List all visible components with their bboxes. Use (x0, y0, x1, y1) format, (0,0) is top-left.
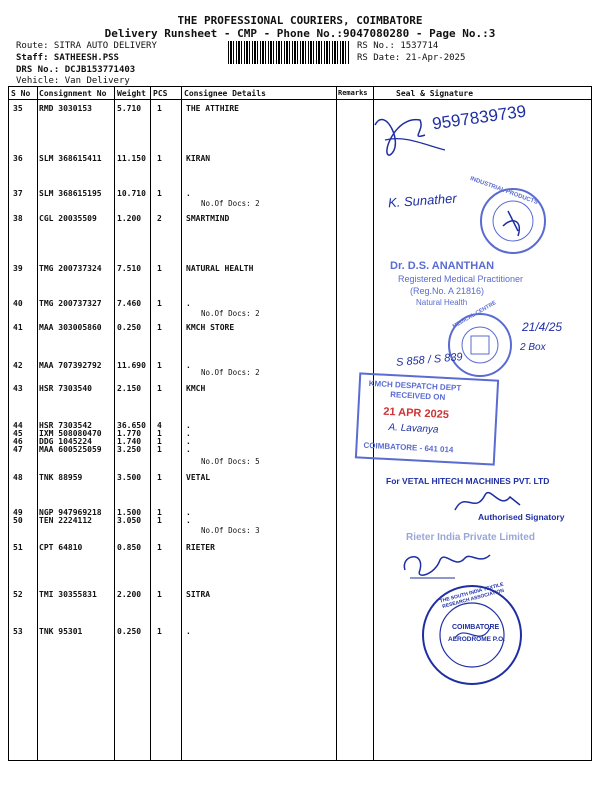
route-label: Route: SITRA AUTO DELIVERY (16, 41, 157, 51)
row-consignment-no: MAA 707392792 (39, 361, 102, 370)
col-rule-consignee (336, 86, 337, 761)
row-consignment-no: TEN 2224112 (39, 516, 92, 525)
row-sno: 37 (13, 189, 23, 198)
runsheet-subtitle: Delivery Runsheet - CMP - Phone No.:9047080280 - Page No.:3 (104, 27, 496, 40)
row-consignee: . (186, 429, 191, 438)
doc-count: No.Of Docs: 5 (201, 457, 260, 466)
row-weight: 0.250 (117, 323, 142, 332)
col-rule-pcs (181, 86, 182, 761)
row-consignment-no: MAA 303005860 (39, 323, 102, 332)
table-bottom-rule (8, 760, 592, 761)
doc-count: No.Of Docs: 2 (201, 368, 260, 377)
row-weight: 3.250 (117, 445, 142, 454)
handwritten-codes: S 858 / S 839 (395, 351, 464, 369)
row-consignee: VETAL (186, 473, 211, 482)
row-consignee: . (186, 421, 191, 430)
kmch-city-label: COIMBATORE - 641 014 (363, 440, 454, 455)
row-pcs: 1 (157, 508, 162, 517)
row-weight: 2.200 (117, 590, 142, 599)
row-weight: 1.500 (117, 508, 142, 517)
vetal-stamp: For VETAL HITECH MACHINES PVT. LTD (386, 476, 550, 486)
row-pcs: 1 (157, 384, 162, 393)
vehicle-label: Vehicle: Van Delivery (16, 76, 130, 86)
row-consignee: . (186, 508, 191, 517)
col-rule-left (8, 86, 9, 761)
sitra-city: COIMBATORE (452, 624, 500, 631)
col-header-seal: Seal & Signature (396, 89, 474, 98)
row-sno: 35 (13, 104, 23, 113)
row-weight: 2.150 (117, 384, 142, 393)
industrial-seal-text: INDUSTRIAL PRODUCTS (469, 175, 539, 207)
row-sno: 41 (13, 323, 23, 332)
row-consignment-no: CPT 64810 (39, 543, 83, 552)
row-consignee: . (186, 189, 191, 198)
row-consignee: KIRAN (186, 154, 211, 163)
doctor-stamp-name: Dr. D.S. ANANTHAN (390, 260, 495, 272)
row-pcs: 1 (157, 516, 162, 525)
row-consignment-no: TMG 200737327 (39, 299, 102, 308)
row-pcs: 2 (157, 214, 162, 223)
row-consignee: . (186, 627, 191, 636)
row-sno: 39 (13, 264, 23, 273)
row-weight: 0.850 (117, 543, 142, 552)
row-weight: 11.690 (117, 361, 146, 370)
rieter-signature (395, 540, 505, 585)
row-weight: 36.650 (117, 421, 146, 430)
row-pcs: 1 (157, 437, 162, 446)
row-consignment-no: HSR 7303542 (39, 421, 92, 430)
row-pcs: 1 (157, 104, 162, 113)
rs-number: RS No.: 1537714 (357, 41, 439, 51)
doc-count: No.Of Docs: 2 (201, 199, 260, 208)
received-date: 21 APR 2025 (383, 405, 450, 422)
row-consignee: RIETER (186, 543, 215, 552)
row-sno: 51 (13, 543, 23, 552)
row-consignee: . (186, 361, 191, 370)
col-header-consignment: Consignment No (39, 89, 107, 98)
doc-count: No.Of Docs: 2 (201, 309, 260, 318)
row-consignee: . (186, 299, 191, 308)
row-pcs: 1 (157, 429, 162, 438)
vetal-authorised-signatory: Authorised Signatory (478, 512, 565, 522)
row-weight: 1.740 (117, 437, 142, 446)
row-consignment-no: IXM 508080470 (39, 429, 102, 438)
row-consignment-no: HSR 7303540 (39, 384, 92, 393)
row-sno: 46 (13, 437, 23, 446)
col-header-pcs: PCS (153, 89, 168, 98)
row-consignment-no: CGL 20035509 (39, 214, 97, 223)
handwritten-date: 21/4/25 (522, 320, 563, 334)
row-weight: 11.150 (117, 154, 146, 163)
row-sno: 52 (13, 590, 23, 599)
drs-number: DRS No.: DCJB153771403 (16, 65, 136, 75)
doctor-stamp-line3: Natural Health (416, 298, 468, 307)
rieter-stamp: Rieter India Private Limited (406, 532, 535, 543)
row-pcs: 1 (157, 543, 162, 552)
kmch-received-stamp (355, 372, 499, 465)
row-sno: 53 (13, 627, 23, 636)
sitra-ring-text: THE SOUTH INDIA TEXTILE RESEARCH ASSOCIATION (439, 581, 505, 611)
row-consignment-no: NGP 947969218 (39, 508, 102, 517)
col-header-remarks: Remarks (338, 89, 368, 97)
row-sno: 36 (13, 154, 23, 163)
row-consignment-no: MAA 600525059 (39, 445, 102, 454)
row-pcs: 4 (157, 421, 162, 430)
kmch-despatch-label: KMCH DESPATCH DEPT (368, 378, 462, 393)
row-weight: 7.510 (117, 264, 142, 273)
sitra-po: AERODROME P.O. (448, 636, 505, 643)
company-title: THE PROFESSIONAL COURIERS, COIMBATORE (177, 14, 423, 27)
rs-date: RS Date: 21-Apr-2025 (357, 53, 466, 63)
row-sno: 44 (13, 421, 23, 430)
row-consignment-no: DDG 1045224 (39, 437, 92, 446)
doctor-stamp-line1: Registered Medical Practitioner (398, 274, 524, 284)
vetal-signature (450, 485, 530, 515)
row-pcs: 1 (157, 154, 162, 163)
row-consignee: . (186, 516, 191, 525)
row-consignee: SITRA (186, 590, 211, 599)
signature-kiran: K. Sunather (387, 190, 458, 211)
barcode (228, 41, 350, 64)
row-consignee: THE ATTHIRE (186, 104, 239, 113)
row-consignee: . (186, 445, 191, 454)
row-consignee: KMCH STORE (186, 323, 235, 332)
row-sno: 45 (13, 429, 23, 438)
row-weight: 5.710 (117, 104, 142, 113)
row-sno: 48 (13, 473, 23, 482)
row-consignment-no: TNK 88959 (39, 473, 83, 482)
received-on-label: RECEIVED ON (389, 390, 446, 402)
col-header-weight: Weight (117, 89, 146, 98)
col-header-sno: S No (11, 89, 31, 98)
row-pcs: 1 (157, 323, 162, 332)
row-sno: 47 (13, 445, 23, 454)
handwritten-number: 9597839739 (431, 101, 528, 134)
row-pcs: 1 (157, 361, 162, 370)
handwritten-box-count: 2 Box (520, 342, 546, 353)
row-consignee: . (186, 437, 191, 446)
row-consignment-no: SLM 368615195 (39, 189, 102, 198)
kmch-seal-text: MEDICAL CENTRE (451, 300, 498, 330)
row-consignee: KMCH (186, 384, 206, 393)
staff-label: Staff: SATHEESH.PSS (16, 53, 119, 63)
col-rule-right (591, 86, 592, 761)
col-header-consignee: Consignee Details (184, 89, 266, 98)
col-rule-cno (114, 86, 115, 761)
kmch-circular-seal (445, 310, 515, 380)
doctor-stamp-line2: (Reg.No. A 21816) (410, 286, 485, 296)
row-weight: 7.460 (117, 299, 142, 308)
row-consignment-no: RMD 3030153 (39, 104, 92, 113)
row-consignment-no: TMG 200737324 (39, 264, 102, 273)
row-sno: 38 (13, 214, 23, 223)
row-consignment-no: TNK 95301 (39, 627, 83, 636)
received-signature: A. Lavanya (388, 422, 439, 436)
row-pcs: 1 (157, 264, 162, 273)
row-pcs: 1 (157, 473, 162, 482)
row-sno: 50 (13, 516, 23, 525)
row-consignment-no: TMI 30355831 (39, 590, 97, 599)
row-sno: 43 (13, 384, 23, 393)
row-weight: 1.770 (117, 429, 142, 438)
row-sno: 40 (13, 299, 23, 308)
row-pcs: 1 (157, 627, 162, 636)
row-sno: 42 (13, 361, 23, 370)
row-pcs: 1 (157, 590, 162, 599)
col-rule-weight (150, 86, 151, 761)
table-top-rule (8, 86, 592, 87)
row-sno: 49 (13, 508, 23, 517)
row-weight: 3.050 (117, 516, 142, 525)
doc-count: No.Of Docs: 3 (201, 526, 260, 535)
row-weight: 1.200 (117, 214, 142, 223)
row-weight: 3.500 (117, 473, 142, 482)
row-pcs: 1 (157, 189, 162, 198)
col-rule-sno (37, 86, 38, 761)
row-consignee: NATURAL HEALTH (186, 264, 254, 273)
row-pcs: 1 (157, 299, 162, 308)
row-weight: 10.710 (117, 189, 146, 198)
row-consignee: SMARTMIND (186, 214, 230, 223)
row-pcs: 1 (157, 445, 162, 454)
row-consignment-no: SLM 368615411 (39, 154, 102, 163)
row-weight: 0.250 (117, 627, 142, 636)
